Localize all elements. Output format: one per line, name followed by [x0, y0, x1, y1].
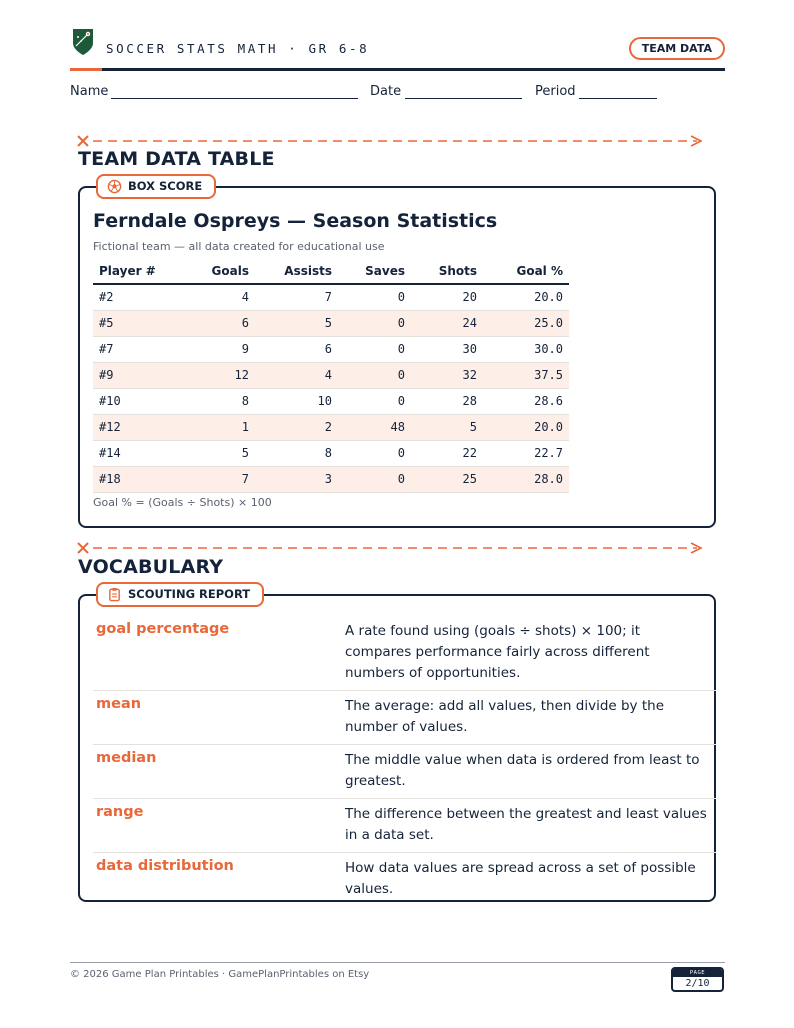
- table-cell: 10: [255, 388, 338, 414]
- vocab-entry: [93, 799, 716, 853]
- table-cell: 0: [338, 284, 411, 310]
- table-cell: #2: [93, 284, 192, 310]
- table-cell: 4: [255, 362, 338, 388]
- table-cell: 25: [411, 466, 483, 492]
- page-badge-label: PAGE: [673, 969, 722, 977]
- vocab-entry: [93, 745, 716, 799]
- table-cell: 3: [255, 466, 338, 492]
- table-title: Ferndale Ospreys — Season Statistics: [93, 210, 498, 232]
- table-cell: 0: [338, 362, 411, 388]
- table-subtitle: Fictional team — all data created for educational use: [93, 240, 385, 253]
- vocab-term: mean: [96, 696, 142, 712]
- table-cell: 0: [338, 388, 411, 414]
- team-data-table-heading: TEAM DATA TABLE: [78, 148, 275, 170]
- vocab-entry: [93, 853, 716, 906]
- column-header: Assists: [255, 259, 338, 284]
- vocab-entry: [93, 691, 716, 745]
- vocab-definition: How data values are spread across a set of possible values.: [345, 860, 696, 897]
- name-field[interactable]: [111, 98, 358, 99]
- table-cell: 28.0: [483, 466, 569, 492]
- table-cell: 12: [192, 362, 255, 388]
- vocab-term: data distribution: [96, 858, 234, 874]
- table-cell: 20: [411, 284, 483, 310]
- vocab-definition: The middle value when data is ordered from least to greatest.: [345, 752, 700, 789]
- table-cell: #14: [93, 440, 192, 466]
- vocabulary-list: [93, 616, 716, 906]
- table-cell: 28.6: [483, 388, 569, 414]
- page-badge-number: 2/10: [685, 978, 710, 989]
- table-cell: 5: [255, 310, 338, 336]
- table-cell: 6: [255, 336, 338, 362]
- table-cell: 7: [192, 466, 255, 492]
- table-cell: 28: [411, 388, 483, 414]
- season-stats-table: [93, 259, 569, 493]
- table-cell: 1: [192, 414, 255, 440]
- table-cell: 25.0: [483, 310, 569, 336]
- page-number-badge: [671, 967, 724, 992]
- table-row: [93, 414, 569, 440]
- vocab-entry: [93, 616, 716, 691]
- vocab-definition: The average: add all values, then divide by the number of values.: [345, 698, 664, 735]
- scouting-report-tab-label: SCOUTING REPORT: [128, 587, 251, 601]
- column-header: Shots: [411, 259, 483, 284]
- table-row: [93, 336, 569, 362]
- box-score-tab-label: BOX SCORE: [128, 179, 203, 193]
- table-cell: 2: [255, 414, 338, 440]
- table-row: [93, 466, 569, 492]
- brand-title: SOCCER STATS MATH · GR 6-8: [106, 41, 370, 56]
- period-field[interactable]: [579, 98, 657, 99]
- table-cell: 0: [338, 310, 411, 336]
- clipboard-icon: [107, 587, 122, 602]
- date-label: Date: [370, 84, 402, 99]
- table-cell: 32: [411, 362, 483, 388]
- table-row: [93, 284, 569, 310]
- table-cell: 4: [192, 284, 255, 310]
- table-cell: 22: [411, 440, 483, 466]
- table-cell: 24: [411, 310, 483, 336]
- column-header: Goals: [192, 259, 255, 284]
- period-label: Period: [535, 84, 576, 99]
- column-header: Player #: [93, 259, 192, 284]
- name-label: Name: [70, 84, 109, 99]
- table-cell: #10: [93, 388, 192, 414]
- soccer-ball-icon: [107, 179, 122, 194]
- table-header-row: [93, 259, 569, 284]
- team-data-badge: TEAM DATA: [629, 37, 725, 60]
- table-cell: #7: [93, 336, 192, 362]
- table-cell: 9: [192, 336, 255, 362]
- table-cell: 0: [338, 336, 411, 362]
- header-accent-bar: [70, 68, 102, 71]
- table-cell: 7: [255, 284, 338, 310]
- table-cell: #12: [93, 414, 192, 440]
- vocab-term: median: [96, 750, 157, 766]
- table-row: [93, 362, 569, 388]
- date-field[interactable]: [405, 98, 522, 99]
- table-row: [93, 310, 569, 336]
- table-cell: 22.7: [483, 440, 569, 466]
- scouting-report-tab: [96, 582, 264, 607]
- vocab-definition: The difference between the greatest and least values in a data set.: [345, 806, 707, 843]
- page-header: [70, 26, 725, 72]
- table-cell: #5: [93, 310, 192, 336]
- vocab-definition: A rate found using (goals ÷ shots) × 100; it compares performance fairly across different numbers of opportunities.: [345, 623, 650, 681]
- table-cell: 5: [192, 440, 255, 466]
- table-cell: 8: [192, 388, 255, 414]
- table-cell: 30.0: [483, 336, 569, 362]
- footer-rule: [70, 962, 725, 963]
- table-cell: 6: [192, 310, 255, 336]
- play-arrow-divider: [77, 541, 707, 557]
- table-cell: 5: [411, 414, 483, 440]
- header-rule: [70, 68, 725, 71]
- goal-percentage-formula-note: Goal % = (Goals ÷ Shots) × 100: [93, 496, 272, 509]
- table-cell: 30: [411, 336, 483, 362]
- footer-copyright: © 2026 Game Plan Printables · GamePlanPrintables on Etsy: [70, 969, 370, 980]
- column-header: Goal %: [483, 259, 569, 284]
- table-cell: #9: [93, 362, 192, 388]
- table-cell: #18: [93, 466, 192, 492]
- table-row: [93, 440, 569, 466]
- student-info-row: [70, 84, 725, 102]
- vocab-term: goal percentage: [96, 621, 230, 637]
- table-cell: 48: [338, 414, 411, 440]
- box-score-tab: [96, 174, 216, 199]
- table-cell: 20.0: [483, 284, 569, 310]
- table-row: [93, 388, 569, 414]
- vocab-term: range: [96, 804, 144, 820]
- vocabulary-heading: VOCABULARY: [78, 556, 224, 578]
- column-header: Saves: [338, 259, 411, 284]
- table-cell: 0: [338, 440, 411, 466]
- soccer-shield-logo: [72, 28, 94, 56]
- table-cell: 20.0: [483, 414, 569, 440]
- table-cell: 8: [255, 440, 338, 466]
- table-cell: 37.5: [483, 362, 569, 388]
- table-cell: 0: [338, 466, 411, 492]
